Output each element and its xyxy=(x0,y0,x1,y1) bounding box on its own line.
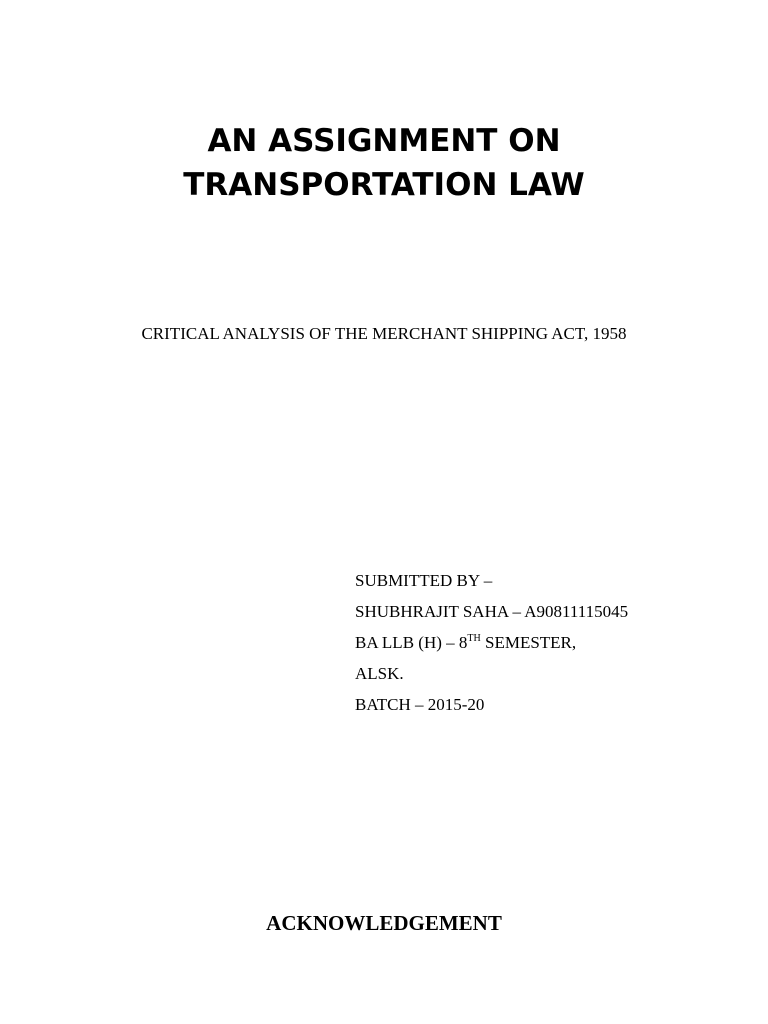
student-name-id: SHUBHRAJIT SAHA – A90811115045 xyxy=(355,602,629,621)
assignment-title xyxy=(0,119,768,207)
submitted-by-label: SUBMITTED BY – xyxy=(355,571,493,590)
batch: BATCH – 2015-20 xyxy=(355,695,485,714)
course-ordinal-suffix: TH xyxy=(467,633,481,644)
course-semester xyxy=(355,631,628,662)
submission-details xyxy=(355,569,628,724)
course-suffix: SEMESTER, xyxy=(480,633,577,652)
institution: ALSK. xyxy=(355,664,404,683)
acknowledgement-heading: ACKNOWLEDGEMENT xyxy=(266,911,502,935)
title-line-2: TRANSPORTATION LAW xyxy=(183,167,585,203)
course-prefix: BA LLB (H) – 8 xyxy=(355,633,468,652)
assignment-subtitle: CRITICAL ANALYSIS OF THE MERCHANT SHIPPING ACT, 1958 xyxy=(141,324,627,343)
title-line-1: AN ASSIGNMENT ON xyxy=(207,123,561,159)
